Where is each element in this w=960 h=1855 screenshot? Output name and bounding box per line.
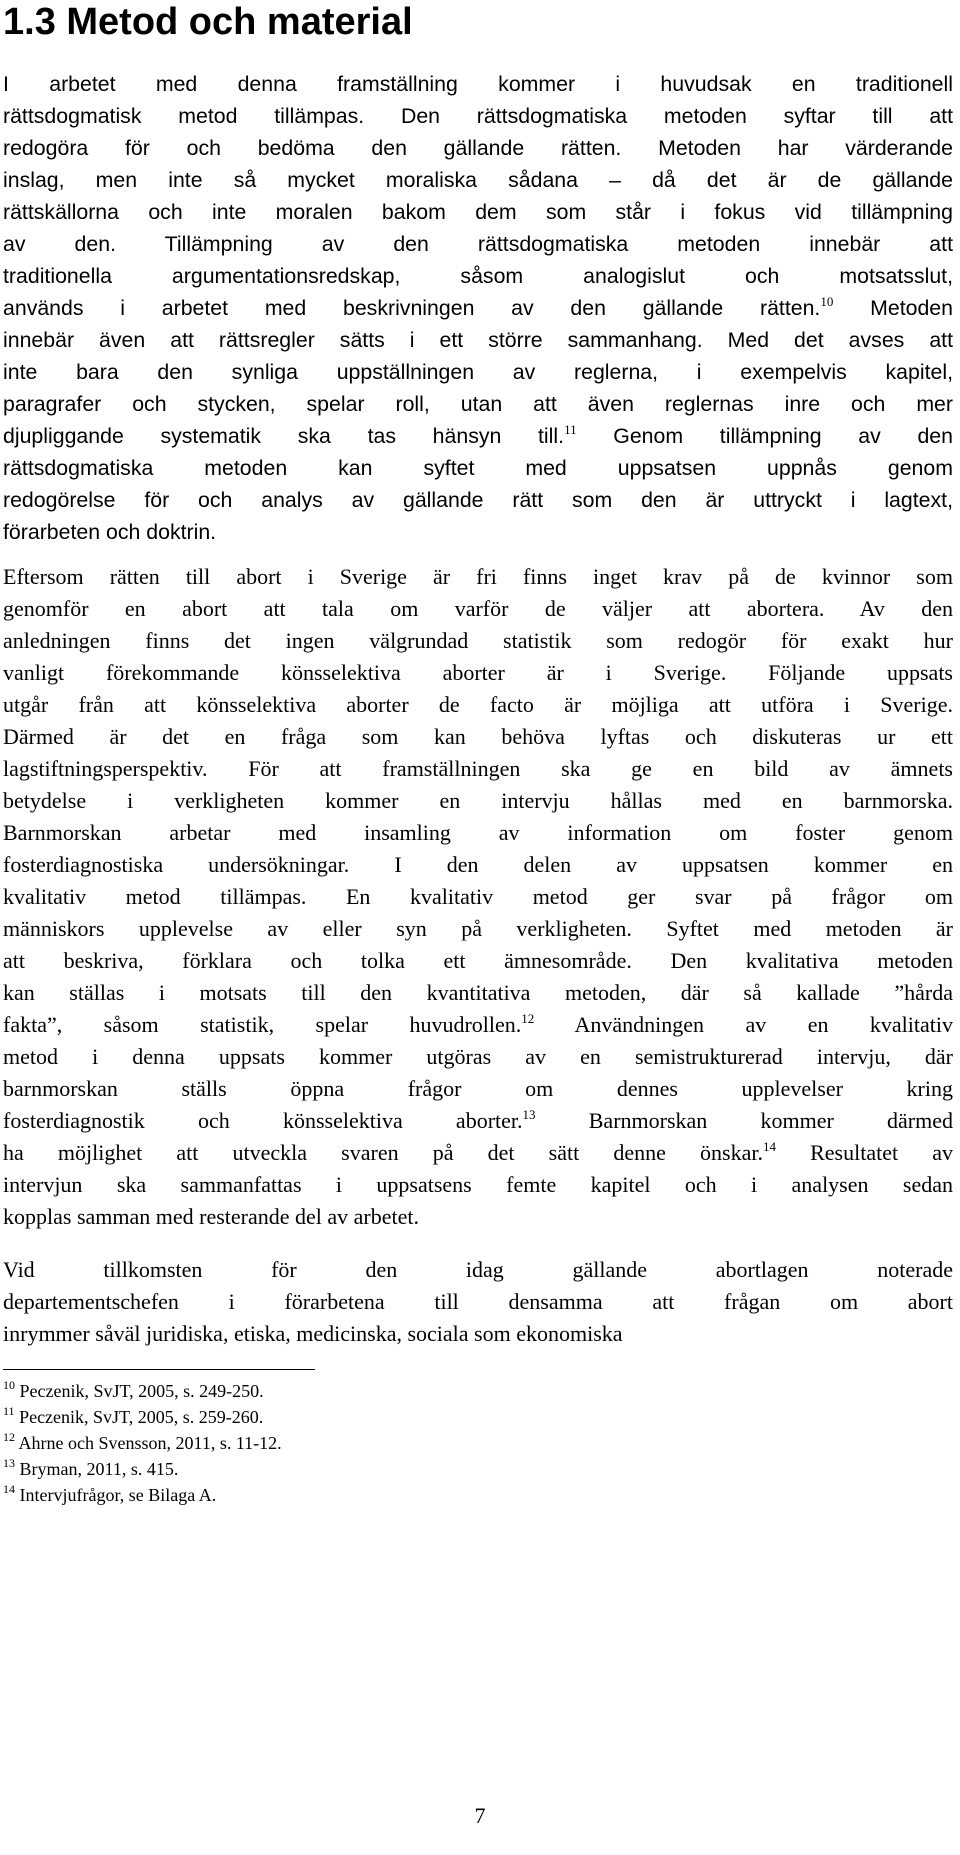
text-line: rättsdogmatiska metoden kan syftet med uppsatsen uppnås genom: [3, 456, 953, 480]
text-line: kan ställas i motsats till den kvantitativa metoden, där så kallade ”hårda: [3, 980, 953, 1005]
text-line: kvalitativ metod tillämpas. En kvalitativ metod ger svar på frågor om: [3, 884, 953, 909]
text-line: [3, 1137, 953, 1169]
text-line: [3, 292, 953, 324]
text-line: I arbetet med denna framställning kommer i huvudsak en traditionell: [3, 72, 953, 96]
footnote-number: 14: [3, 1482, 15, 1496]
text-line: Barnmorskan arbetar med insamling av information om foster genom: [3, 820, 953, 845]
footnote-item: [3, 1482, 282, 1508]
text-line: vanligt förekommande könsselektiva aborter är i Sverige. Följande uppsats: [3, 660, 953, 685]
footnote-item: [3, 1430, 282, 1456]
footnote-number: 11: [3, 1404, 15, 1418]
text-line: metod i denna uppsats kommer utgöras av en semistrukturerad intervju, där: [3, 1044, 953, 1069]
footnote-number: 12: [3, 1430, 15, 1444]
text-line: lagstiftningsperspektiv. För att framställningen ska ge en bild av ämnets: [3, 756, 953, 781]
text-line: kopplas samman med resterande del av arbetet.: [3, 1204, 420, 1229]
text-segment: Barnmorskan kommer därmed: [535, 1108, 954, 1133]
text-segment: djupliggande systematik ska tas hänsyn till.: [3, 424, 565, 448]
text-segment: Genom tillämpning av den: [576, 424, 953, 448]
text-line: utgår från att könsselektiva aborter de facto är möjliga att utföra i Sverige.: [3, 692, 953, 717]
text-line: inte bara den synliga uppställningen av reglerna, i exempelvis kapitel,: [3, 360, 953, 384]
footnote-reference[interactable]: 11: [564, 422, 577, 437]
text-segment: fakta”, såsom statistik, spelar huvudrollen.: [3, 1012, 522, 1037]
text-line: Därmed är det en fråga som kan behöva lyftas och diskuteras ur ett: [3, 724, 953, 749]
paragraph-qualitative-method: [3, 561, 953, 1233]
text-line: redogöra för och bedöma den gällande rätten. Metoden har värderande: [3, 136, 953, 160]
text-line: barnmorskan ställs öppna frågor om dennes upplevelser kring: [3, 1076, 953, 1101]
text-line: Eftersom rätten till abort i Sverige är fri finns inget krav på de kvinnor som: [3, 564, 953, 589]
text-line: innebär även att rättsregler sätts i ett större sammanhang. Med det avses att: [3, 328, 953, 352]
text-line: inrymmer såväl juridiska, etiska, medicinska, sociala som ekonomiska: [3, 1321, 623, 1346]
footnote-text: Ahrne och Svensson, 2011, s. 11-12.: [15, 1433, 282, 1453]
text-line: rättskällorna och inte moralen bakom dem som står i fokus vid tillämpning: [3, 200, 953, 224]
text-line: Vid tillkomsten för den idag gällande abortlagen noterade: [3, 1257, 953, 1282]
text-line: [3, 420, 953, 452]
text-line: anledningen finns det ingen välgrundad statistik som redogör för exakt hur: [3, 628, 953, 653]
text-line: intervjun ska sammanfattas i uppsatsens femte kapitel och i analysen sedan: [3, 1172, 953, 1197]
text-line: betydelse i verkligheten kommer en intervju hållas med en barnmorska.: [3, 788, 953, 813]
page-number: 7: [474, 1803, 486, 1828]
text-line: rättsdogmatisk metod tillämpas. Den rättsdogmatiska metoden syftar till att: [3, 104, 953, 128]
text-segment: används i arbetet med beskrivningen av den gällande rätten.: [3, 296, 821, 320]
footnote-item: [3, 1456, 282, 1482]
footnote-number: 10: [3, 1378, 15, 1392]
text-segment: ha möjlighet att utveckla svaren på det sätt denne önskar.: [3, 1140, 763, 1165]
text-segment: fosterdiagnostik och könsselektiva aborter.: [3, 1108, 523, 1133]
footnote-reference[interactable]: 14: [762, 1139, 776, 1154]
text-line: förarbeten och doktrin.: [3, 520, 217, 544]
footnote-list: [3, 1378, 282, 1508]
footnote-text: Bryman, 2011, s. 415.: [15, 1459, 179, 1479]
footnote-number: 13: [3, 1456, 15, 1470]
footnote-text: Peczenik, SvJT, 2005, s. 259-260.: [14, 1407, 264, 1427]
footnote-reference[interactable]: 13: [522, 1107, 536, 1122]
text-line: inslag, men inte så mycket moraliska sådana – då det är de gällande: [3, 168, 953, 192]
text-line: [3, 1105, 953, 1137]
text-segment: Metoden: [833, 296, 953, 320]
paragraph-abortion-law: [3, 1254, 953, 1350]
footnote-text: Intervjufrågor, se Bilaga A.: [15, 1485, 217, 1505]
footnote-item: [3, 1404, 282, 1430]
text-line: fosterdiagnostiska undersökningar. I den delen av uppsatsen kommer en: [3, 852, 953, 877]
footnote-item: [3, 1378, 282, 1404]
text-line: redogörelse för och analys av gällande rätt som den är uttryckt i lagtext,: [3, 488, 953, 512]
footnote-separator: [3, 1369, 315, 1370]
text-line: paragrafer och stycken, spelar roll, utan att även reglernas inre och mer: [3, 392, 953, 416]
text-segment: Användningen av en kvalitativ: [534, 1012, 953, 1037]
text-line: genomför en abort att tala om varför de väljer att abortera. Av den: [3, 596, 953, 621]
section-heading: 1.3 Metod och material: [3, 1, 413, 43]
text-line: traditionella argumentationsredskap, såsom analogislut och motsatsslut,: [3, 264, 953, 288]
text-line: människors upplevelse av eller syn på verkligheten. Syftet med metoden är: [3, 916, 953, 941]
text-line: av den. Tillämpning av den rättsdogmatiska metoden innebär att: [3, 232, 953, 256]
footnote-reference[interactable]: 12: [521, 1011, 535, 1026]
text-line: [3, 1009, 953, 1041]
text-segment: Resultatet av: [775, 1140, 953, 1165]
footnote-reference[interactable]: 10: [820, 294, 834, 309]
text-line: departementschefen i förarbetena till densamma att frågan om abort: [3, 1289, 953, 1314]
footnote-text: Peczenik, SvJT, 2005, s. 249-250.: [15, 1381, 264, 1401]
text-line: att beskriva, förklara och tolka ett ämnesområde. Den kvalitativa metoden: [3, 948, 953, 973]
paragraph-method: [3, 68, 953, 548]
